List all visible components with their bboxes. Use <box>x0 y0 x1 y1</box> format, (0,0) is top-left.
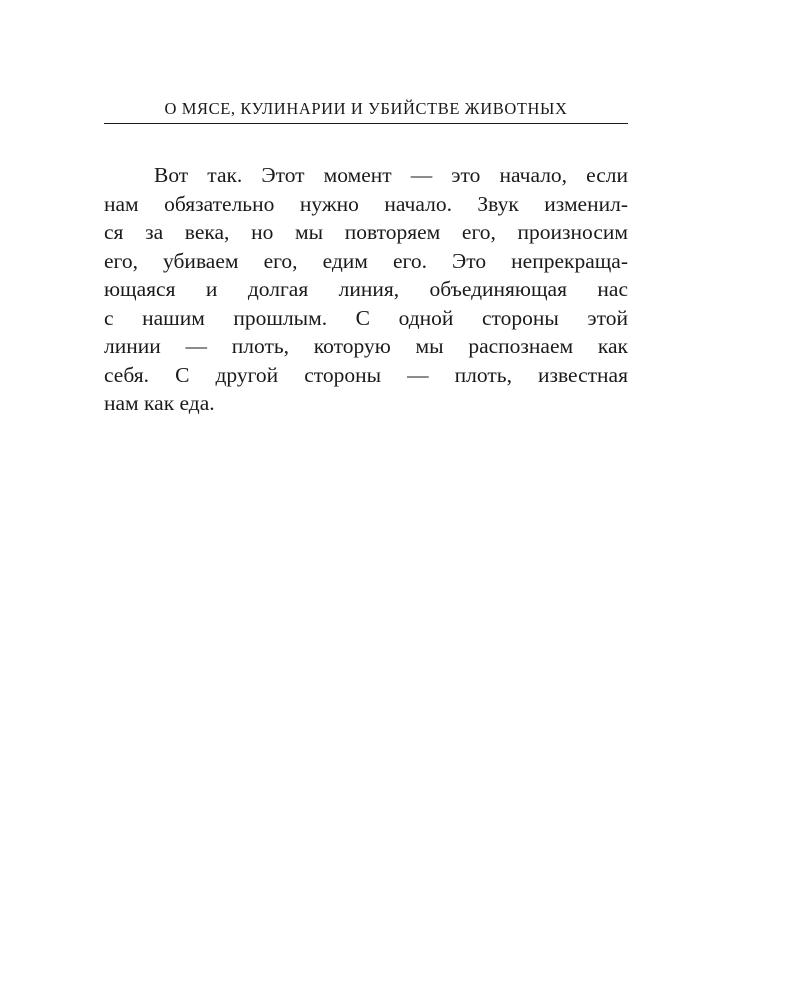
text-line: нам обязательно нужно начало. Звук изменил- <box>104 191 628 216</box>
text-line: себя. С другой стороны — плоть, известная <box>104 362 628 387</box>
text-line: ющаяся и долгая линия, объединяющая нас <box>104 277 628 301</box>
text-line: линии — плоть, которую мы распознаем как <box>104 334 628 358</box>
text-line: нам как еда. <box>104 391 215 415</box>
text-line: ся за века, но мы повторяем его, произносим <box>104 220 628 244</box>
text-line: его, убиваем его, едим его. Это непрекраща- <box>104 248 628 273</box>
running-header: О МЯСЕ, КУЛИНАРИИ И УБИЙСТВЕ ЖИВОТНЫХ <box>164 99 568 118</box>
text-line: с нашим прошлым. С одной стороны этой <box>104 305 628 330</box>
header-rule <box>104 123 628 124</box>
paragraph <box>104 161 628 418</box>
text-line: Вот так. Этот момент — это начало, если <box>154 163 628 187</box>
